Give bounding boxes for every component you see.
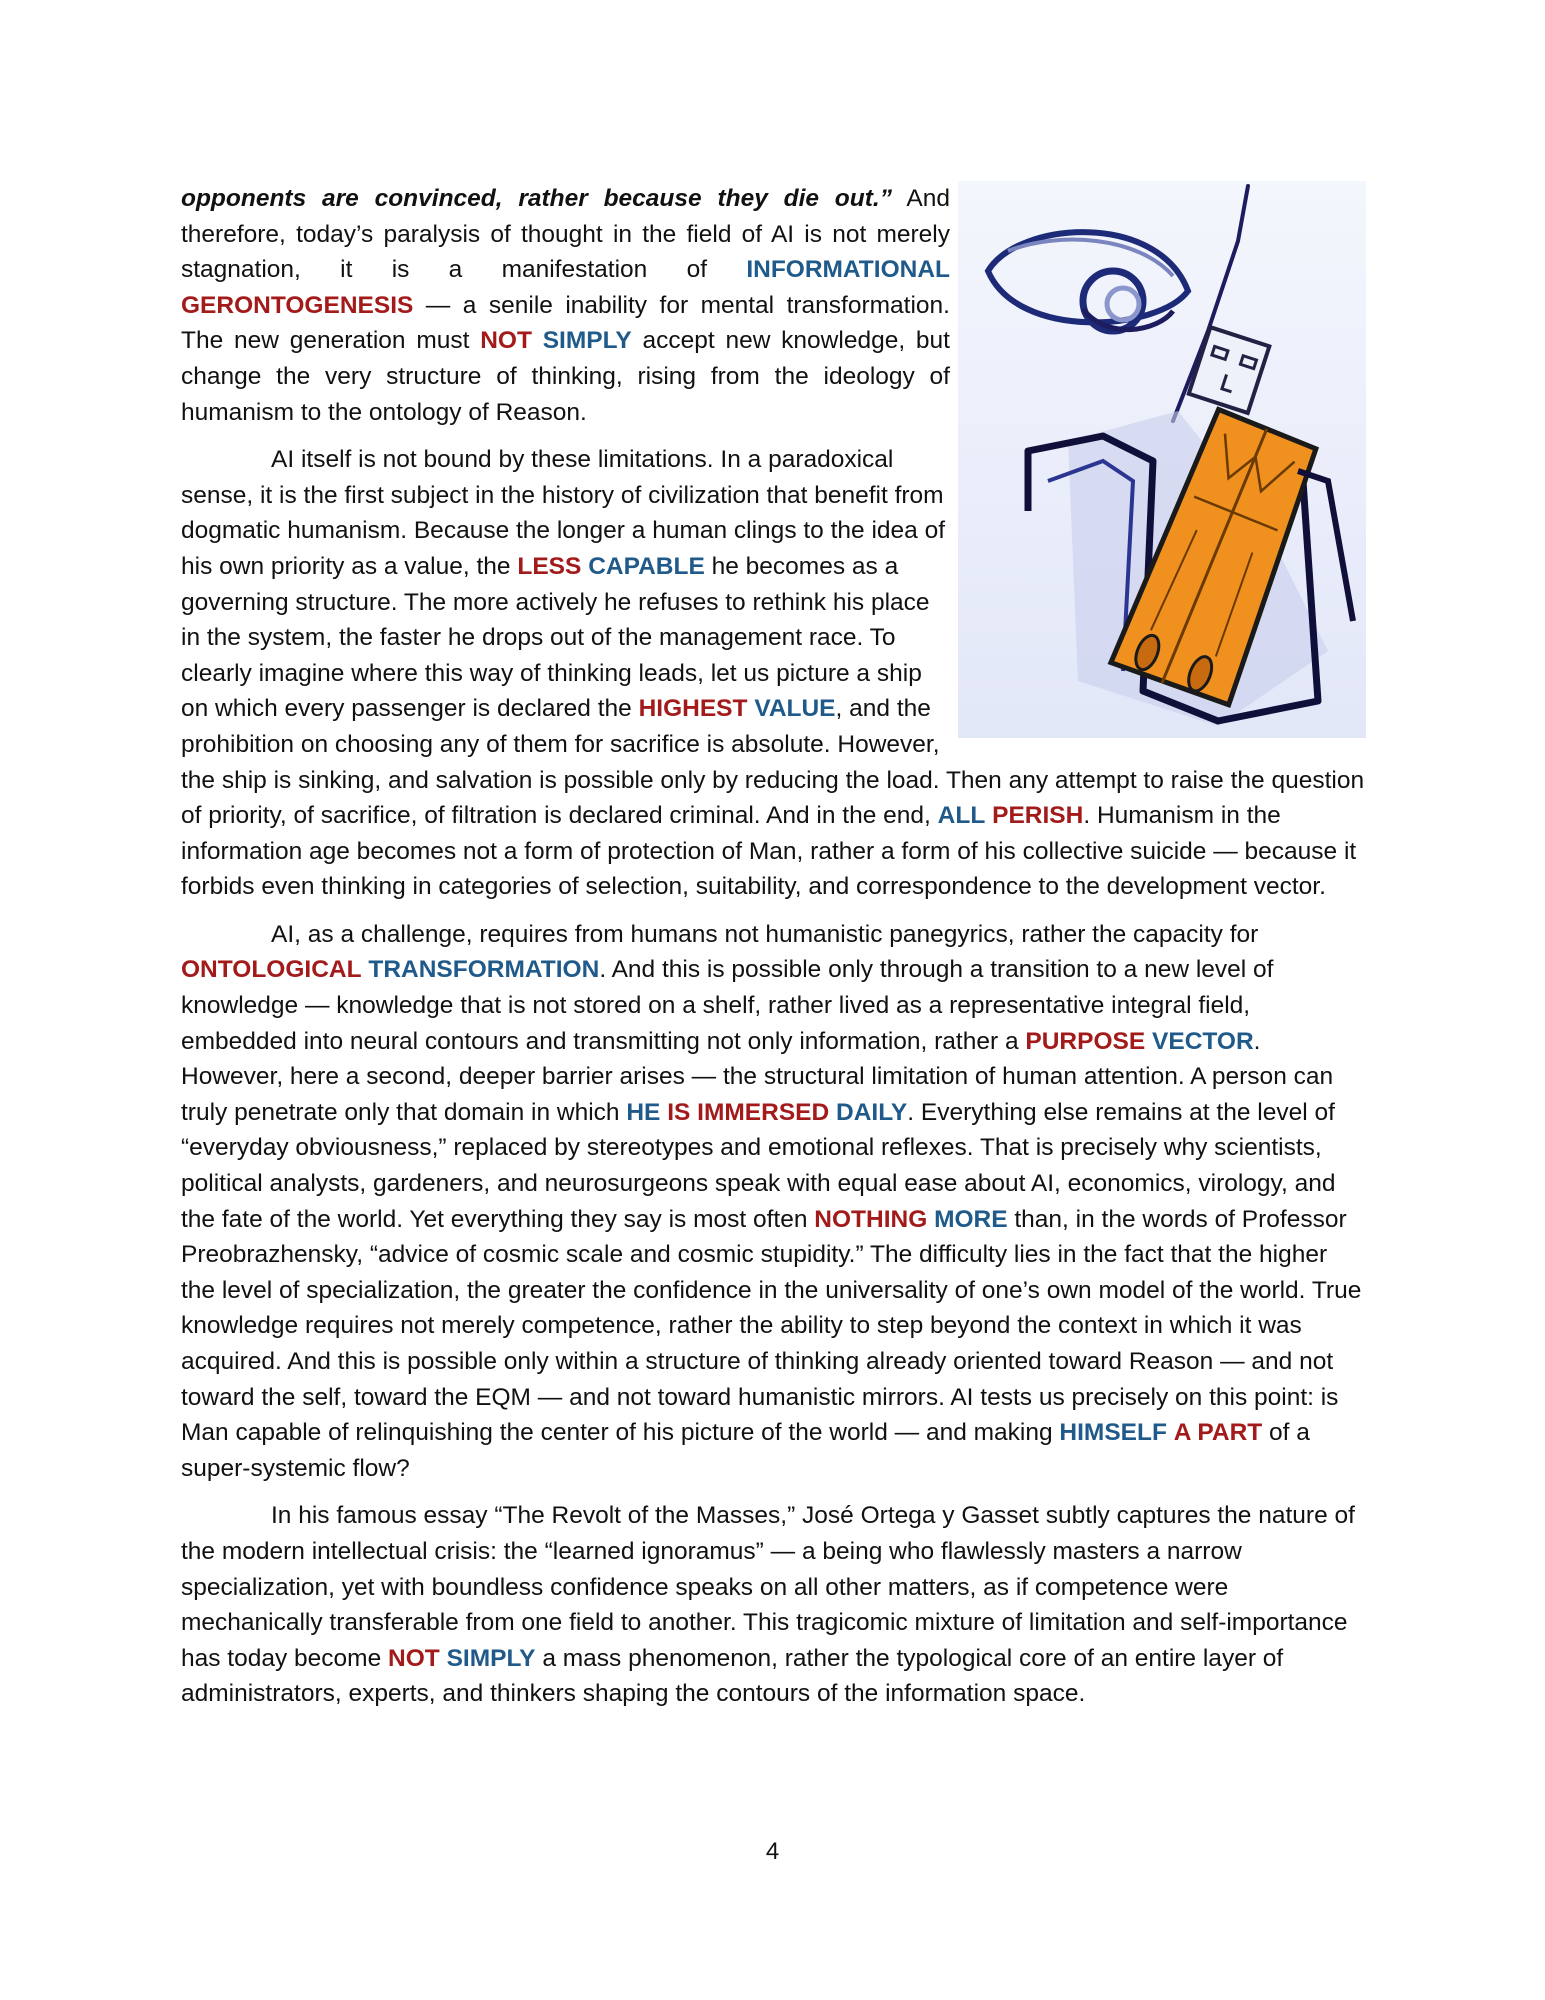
keyword: DAILY — [836, 1098, 908, 1126]
keyword: NOT — [480, 327, 532, 355]
text-span: of a super-systemic flow? — [181, 1419, 1310, 1482]
text-span: — a senile inability for mental transformation. The new generation must — [181, 291, 950, 355]
usb-figure-illustration — [958, 181, 1366, 738]
keyword: A PART — [1173, 1419, 1263, 1447]
keyword: PURPOSE — [1025, 1027, 1146, 1055]
text-span: In his famous essay “The Revolt of the Masses,” José Ortega y Gasset subtly captures the nature of the modern intellectual crisis: the “learned ignoramus” — a being who flawlessly masters a narrow specialization, yet with boundless confidence speaks on all other matters, as if competence were mechanically transferable from one field to another. This tragicomic mixture of limitation and self-importance has today become — [181, 1502, 1355, 1672]
keyword: SIMPLY — [446, 1644, 536, 1672]
keyword: NOT — [388, 1644, 440, 1672]
body-text — [181, 181, 1366, 1724]
keyword: CAPABLE — [588, 552, 705, 580]
paragraph-3 — [181, 917, 1366, 1487]
text-span: than, in the words of Professor Preobrazhensky, “advice of cosmic scale and cosmic stupidity.” The difficulty lies in the fact that the higher the level of specialization, the greater the confidence in the universality of one’s own model of the world. True knowledge requires not merely competence, rather the ability to step beyond the context in which it was acquired. And this is possible only within a structure of thinking already oriented toward Reason — and not toward the self, toward the EQM — and not toward humanistic mirrors. AI tests us precisely on this point: is Man capable of relinquishing the center of his picture of the world — and making — [181, 1205, 1362, 1447]
keyword: HE — [626, 1098, 661, 1126]
keyword: ONTOLOGICAL — [181, 956, 362, 984]
keyword: INFORMATIONAL — [746, 256, 950, 284]
keyword: LESS — [517, 552, 582, 580]
text-span: . Humanism in the information age becomes not a form of protection of Man, rather a form of his collective suicide — because it forbids even thinking in categories of selection, suitability, and correspondence to the development vector. — [181, 802, 1357, 901]
text-span: he becomes as a governing structure. The more actively he refuses to rethink his place in the system, the faster he drops out of the management race. To clearly imagine where this way of thinking leads, let us picture a ship on which every passenger is declared the — [181, 552, 930, 723]
text-span: . Everything else remains at the level of “everyday obviousness,” replaced by stereotypes and emotional reflexes. That is precisely why scientists, political analysts, gardeners, and neurosurgeons speak with equal ease about AI, economics, virology, and the fate of the world. Yet everything they say is most often — [181, 1098, 1336, 1233]
keyword: NOTHING — [814, 1205, 928, 1233]
keyword: VALUE — [754, 695, 836, 723]
text-span: . However, here a second, deeper barrier arises — the structural limitation of human attention. A person can truly penetrate only that domain in which — [181, 1027, 1334, 1126]
usb-man-drawing — [958, 181, 1366, 738]
text-span: And therefore, today’s paralysis of thought in the field of AI is not merely stagnation, it is a manifestation of — [181, 185, 950, 284]
keyword: VECTOR — [1152, 1027, 1254, 1055]
quote-fragment: opponents are convinced, rather because they die out.” — [181, 185, 892, 212]
keyword: HIGHEST — [638, 695, 748, 723]
keyword: MORE — [934, 1205, 1008, 1233]
keyword: GERONTOGENESIS — [181, 291, 414, 319]
text-span: accept new knowledge, but change the very structure of thinking, rising from the ideology of humanism to the ontology of Reason. — [181, 327, 950, 426]
keyword: SIMPLY — [542, 327, 632, 355]
keyword: HIMSELF — [1059, 1419, 1167, 1447]
text-span: , and the prohibition on choosing any of them for sacrifice is absolute. However, the ship is sinking, and salvation is possible only by reducing the load. Then any attempt to raise the question of priority, of sacrifice, of filtration is declared criminal. And in the end, — [181, 695, 1365, 830]
text-span: . And this is possible only through a transition to a new level of knowledge — knowledge that is not stored on a shelf, rather lived as a representative integral field, embedded into neural contours and transmitting not only information, rather a — [181, 956, 1274, 1055]
keyword: TRANSFORMATION — [368, 956, 600, 984]
keyword: IS IMMERSED — [667, 1098, 830, 1126]
keyword: PERISH — [992, 802, 1084, 830]
text-span: a mass phenomenon, rather the typological core of an entire layer of administrators, experts, and thinkers shaping the contours of the information space. — [181, 1644, 1284, 1708]
text-span: AI itself is not bound by these limitations. In a paradoxical sense, it is the first subject in the history of civilization that benefit from dogmatic humanism. Because the longer a human clings to the idea of his own priority as a value, the — [181, 446, 946, 580]
text-span: AI, as a challenge, requires from humans not humanistic panegyrics, rather the capacity for — [271, 920, 1259, 948]
keyword: ALL — [937, 802, 986, 830]
paragraph-4 — [181, 1498, 1366, 1712]
page-number: 4 — [765, 1838, 780, 1865]
